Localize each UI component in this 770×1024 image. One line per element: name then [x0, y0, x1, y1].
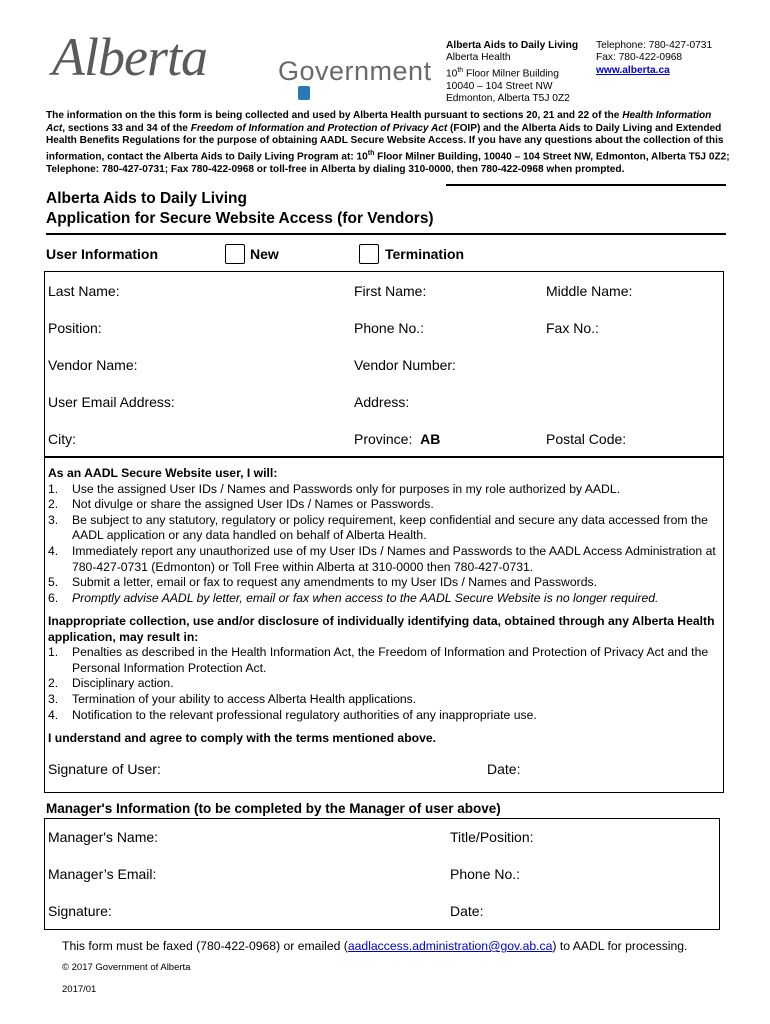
logo-wordmark: Alberta: [52, 27, 207, 87]
manager-email-field[interactable]: Manager’s Email:: [48, 866, 157, 882]
terms-item: 6. Promptly advise AADL by letter, email or fax when access to the AADL Secure Website is no longer required.: [48, 590, 659, 605]
manager-position-field[interactable]: Title/Position:: [450, 829, 534, 845]
new-checkbox-label: New: [250, 246, 279, 262]
contact-telephone: Telephone: 780-427-0731: [596, 40, 713, 51]
user-signature-field[interactable]: Signature of User:: [48, 761, 161, 777]
divider-title: [46, 233, 726, 235]
termination-checkbox[interactable]: [359, 244, 379, 264]
position-field[interactable]: Position:: [48, 320, 102, 336]
termination-checkbox-label: Termination: [385, 246, 465, 262]
last-name-field[interactable]: Last Name:: [48, 283, 120, 299]
terms-item: 5. Submit a letter, email or fax to request any amendments to my User IDs / Names and Passwords.: [48, 575, 597, 590]
consequences-item: 3. Termination of your ability to access Alberta Health applications.: [48, 691, 417, 706]
form-version: 2017/01: [62, 984, 97, 995]
manager-name-field[interactable]: Manager's Name:: [48, 829, 159, 845]
address-org: Alberta Aids to Daily Living: [446, 40, 579, 51]
address-floor: 10th Floor Milner Building: [446, 66, 559, 80]
terms-item: 4. Immediately report any unauthorized use of my User IDs / Names and Passwords to the AADL Access Administration at 780-427-0731 (Edmonton) or Toll Free within Alberta at 310-0000 then 780-427-0731.: [48, 543, 716, 574]
address-street: 10040 – 104 Street NW: [446, 80, 553, 92]
form-title-line2: Application for Secure Website Access (for Vendors): [46, 210, 434, 227]
address-dept: Alberta Health: [446, 52, 511, 64]
city-field[interactable]: City:: [48, 431, 76, 447]
consequences-heading: Inappropriate collection, use and/or disclosure of individually identifying data, obtained through any Alberta Health application, may result in:: [48, 614, 715, 644]
user-email-field[interactable]: User Email Address:: [48, 394, 175, 410]
submission-instructions: This form must be faxed (780-422-0968) or emailed (aadlaccess.administration@gov.ab.ca) to AADL for processing.: [62, 939, 688, 953]
mailing-address: [446, 40, 578, 105]
aadl-email-link[interactable]: aadlaccess.administration@gov.ab.ca: [347, 939, 553, 953]
manager-signature-field[interactable]: Signature:: [48, 903, 112, 919]
consequences-item: 4. Notification to the relevant professional regulatory authorities of any inappropriate use.: [48, 707, 537, 722]
terms-item: 3. Be subject to any statutory, regulatory or policy requirement, keep confidential and secure any data accessed from the AADL application or any data handled on behalf of Alberta Health.: [48, 512, 708, 543]
manager-phone-field[interactable]: Phone No.:: [450, 866, 521, 882]
first-name-field[interactable]: First Name:: [354, 283, 427, 299]
consequences-list: [48, 645, 718, 723]
terms-heading: As an AADL Secure Website user, I will:: [48, 466, 278, 480]
form-title: [46, 189, 434, 229]
website-link[interactable]: www.alberta.ca: [596, 64, 670, 76]
contact-info: [596, 40, 712, 77]
address-city: Edmonton, Alberta T5J 0Z2: [446, 93, 570, 105]
terms-item: 2. Not divulge or share the assigned User IDs / Names or Passwords.: [48, 497, 434, 512]
privacy-notice: The information on the this form is being collected and used by Alberta Health pursuant to sections 20, 21 and 22 of the Health Information Act, sections 33 and 34 of the Freedom of Information and Protection of Privacy Act (FOIP) and the Alberta Aids to Daily Living and Extended Health Benefits Regulations for the purpose of obtaining AADL Secure Website Access. If you have any questions about the collection of this information, contact the Alberta Aids to Daily Living Program at: 10th Floor Milner Building, 10040 – 104 Street NW, Edmonton, Alberta T5J 0Z2; Telephone: 780-427-0731; Fax 780-422-0968 or toll-free in Alberta by dialing 310-0000, then 780-422-0968 when prompted.: [46, 110, 730, 175]
terms-list: [48, 482, 718, 607]
fax-field[interactable]: Fax No.:: [546, 320, 599, 336]
phone-field[interactable]: Phone No.:: [354, 320, 425, 336]
alberta-government-logo: [52, 26, 432, 90]
new-checkbox[interactable]: [225, 244, 245, 264]
logo-mark-icon: [298, 86, 310, 100]
consequences-section: [48, 614, 718, 723]
postal-code-field[interactable]: Postal Code:: [546, 431, 627, 447]
province-field[interactable]: Province: AB: [354, 431, 441, 447]
agreement-statement: I understand and agree to comply with the terms mentioned above.: [48, 731, 437, 745]
vendor-number-field[interactable]: Vendor Number:: [354, 357, 456, 373]
logo-government-text: Government: [278, 56, 432, 86]
divider-top: [446, 184, 726, 186]
middle-name-field[interactable]: Middle Name:: [546, 283, 633, 299]
user-date-field[interactable]: Date:: [487, 761, 521, 777]
user-information-label: User Information: [46, 246, 159, 262]
province-value: AB: [420, 431, 441, 447]
manager-date-field[interactable]: Date:: [450, 903, 484, 919]
address-field[interactable]: Address:: [354, 394, 410, 410]
copyright-text: © 2017 Government of Alberta: [62, 962, 191, 973]
vendor-name-field[interactable]: Vendor Name:: [48, 357, 138, 373]
terms-section: [48, 466, 718, 606]
consequences-item: 1. Penalties as described in the Health Information Act, the Freedom of Information and Protection of Privacy Act and the Personal Information Protection Act.: [48, 645, 709, 675]
form-title-line1: Alberta Aids to Daily Living: [46, 190, 247, 207]
manager-section-title: Manager's Information (to be completed by the Manager of user above): [46, 801, 501, 816]
consequences-item: 2. Disciplinary action.: [48, 676, 174, 691]
terms-item: 1. Use the assigned User IDs / Names and Passwords only for purposes in my role authorized by AADL.: [48, 481, 621, 496]
contact-fax: Fax: 780-422-0968: [596, 52, 683, 64]
